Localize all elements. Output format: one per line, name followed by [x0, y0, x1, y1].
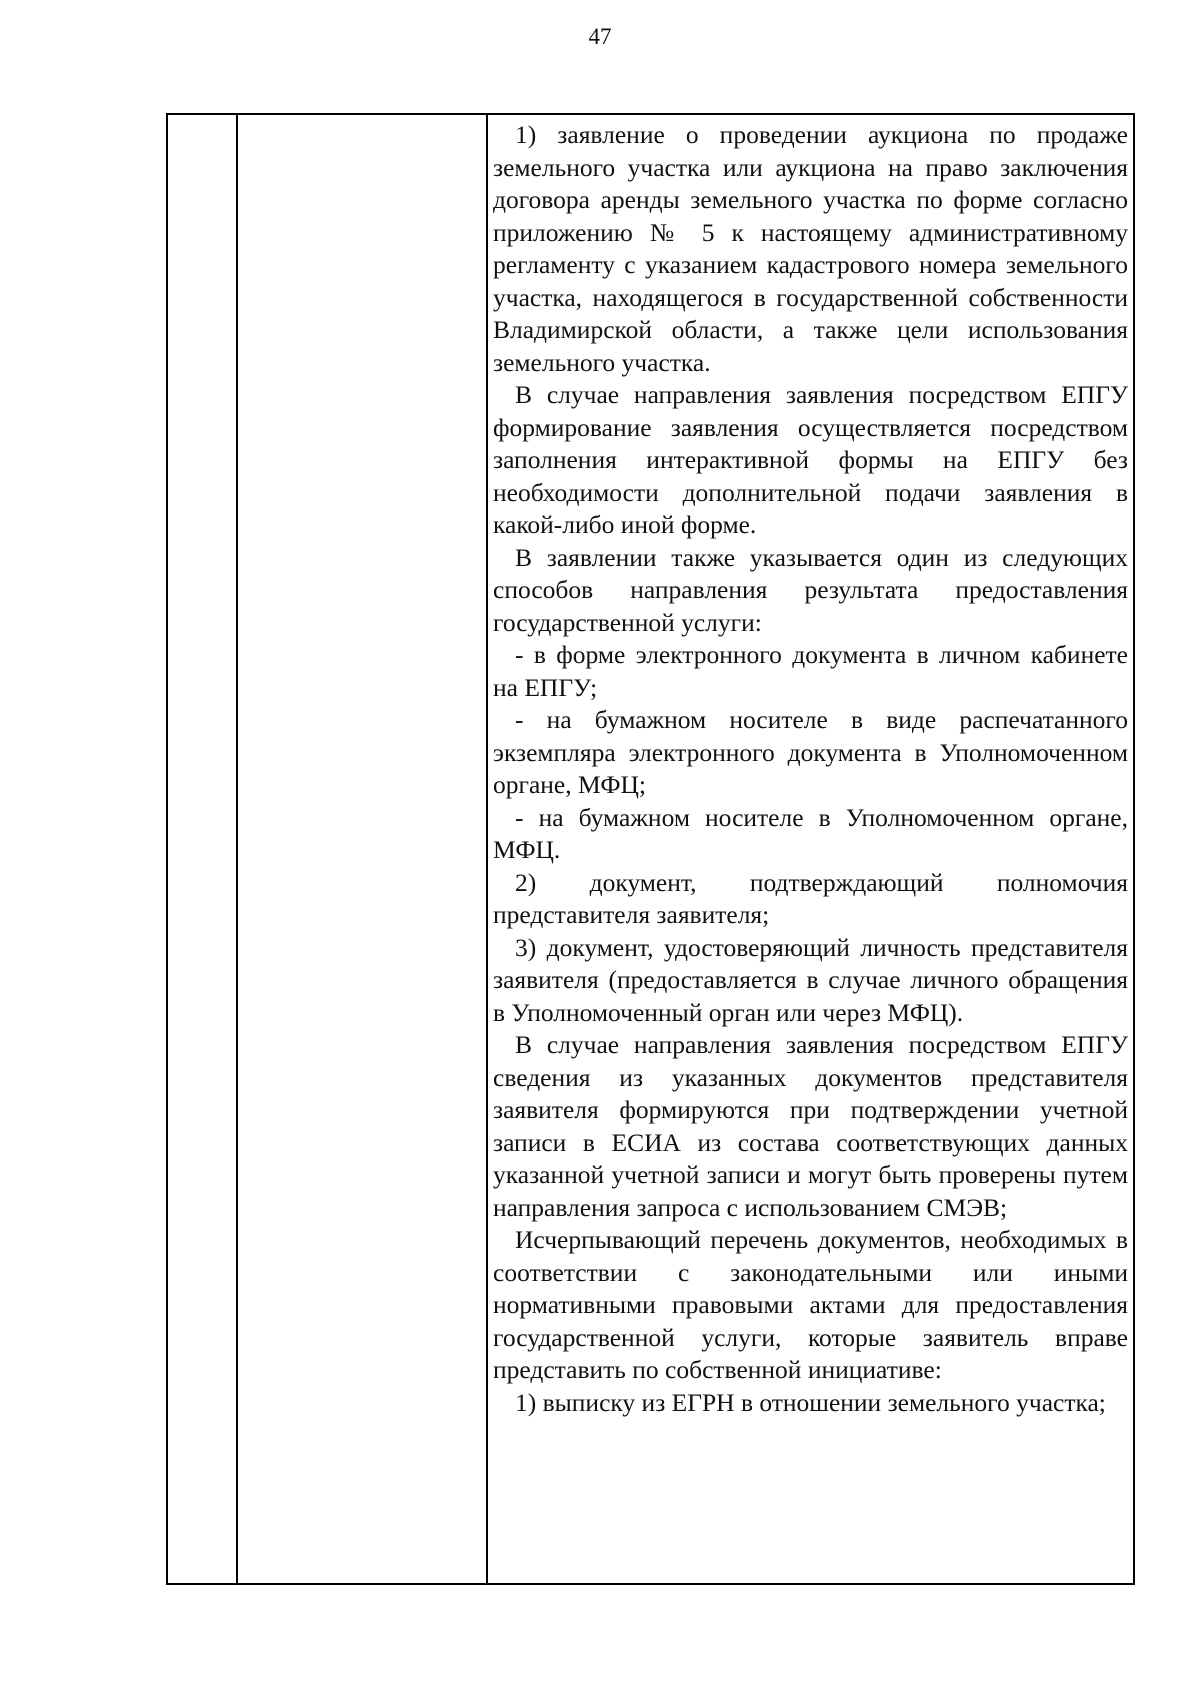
- paragraph-result-methods: В заявлении также указывается один из следующих способов направления результата предоставления государственной услуги:: [493, 542, 1128, 637]
- table-cell-content: [493, 119, 1128, 1419]
- paragraph-epgu-application: В случае направления заявления посредством ЕПГУ формирование заявления осуществляется посредством заполнения интерактивной формы на ЕПГУ без необходимости дополнительной подачи заявления в какой-либо иной форме.: [493, 380, 1128, 539]
- table-column-divider: [486, 115, 488, 1583]
- paragraph-identity-document: 3) документ, удостоверяющий личность представителя заявителя (предоставляется в случае личного обращения в Уполномоченный орган или через МФЦ).: [493, 932, 1128, 1027]
- paragraph-esia-data: В случае направления заявления посредством ЕПГУ сведения из указанных документов представителя заявителя формируются при подтверждении учетной записи в ЕСИА из состава соответствующих данных указанной учетной записи и могут быть проверены путем направления запроса с использованием СМЭВ;: [493, 1030, 1128, 1222]
- paragraph-application: 1) заявление о проведении аукциона по продаже земельного участка или аукциона на право заключения договора аренды земельного участка по форме согласно приложению № 5 к настоящему административному регламенту с указанием кадастрового номера земельного участка, находящегося в государственной собственности Владимирской области, а также цели использования земельного участка.: [493, 120, 1128, 377]
- list-item-electronic: - в форме электронного документа в личном кабинете на ЕПГУ;: [493, 640, 1128, 702]
- paragraph-authority-document: 2) документ, подтверждающий полномочия представителя заявителя;: [493, 867, 1128, 929]
- page-number: 47: [588, 24, 612, 49]
- document-table: [166, 113, 1135, 1585]
- list-item-printed-copy: - на бумажном носителе в виде распечатанного экземпляра электронного документа в Уполномоченном органе, МФЦ;: [493, 705, 1128, 799]
- paragraph-exhaustive-list: Исчерпывающий перечень документов, необходимых в соответствии с законодательными или иными нормативными правовыми актами для предоставления государственной услуги, которые заявитель вправе представить по собственной инициативе:: [493, 1225, 1128, 1384]
- list-item-paper: - на бумажном носителе в Уполномоченном органе, МФЦ.: [493, 802, 1128, 864]
- table-column-divider: [236, 115, 238, 1583]
- paragraph-egrn-extract: 1) выписку из ЕГРН в отношении земельного участка;: [515, 1387, 1106, 1417]
